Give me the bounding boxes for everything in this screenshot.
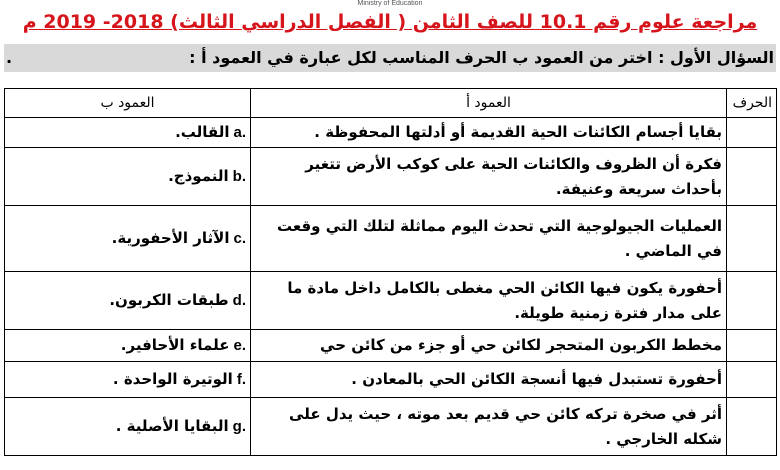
term-text: الوتيرة الواحدة . <box>112 370 233 388</box>
matching-table <box>4 88 777 456</box>
answer-cell[interactable] <box>727 148 777 206</box>
term-text: الآثار الأحفورية. <box>111 229 230 247</box>
header-letter: الحرف <box>727 89 777 118</box>
answer-cell[interactable] <box>727 330 777 362</box>
answer-cell[interactable] <box>727 206 777 272</box>
term-text: القالب. <box>175 123 230 141</box>
table-row <box>5 398 777 456</box>
answer-cell[interactable] <box>727 398 777 456</box>
question-bar <box>4 44 776 72</box>
table-row <box>5 362 777 398</box>
term-text: البقايا الأصلية . <box>115 417 229 435</box>
table-row <box>5 272 777 330</box>
page-title: مراجعة علوم رقم 10.1 للصف الثامن ( الفصل الدراسي الثالث) 2018- 2019 م <box>22 11 758 33</box>
statement-cell: فكرة أن الظروف والكائنات الحية على كوكب الأرض تتغير بأحداث سريعة وعنيفة. <box>251 148 727 206</box>
statement-cell: بقايا أجسام الكائنات الحية القديمة أو أدلتها المحفوظة . <box>251 118 727 148</box>
term-letter: f. <box>236 371 246 388</box>
statement-cell: أحفورة يكون فيها الكائن الحي مغطى بالكامل داخل مادة ما على مدار فترة زمنية طويلة. <box>251 272 727 330</box>
statement-cell: أحفورة تستبدل فيها أنسجة الكائن الحي بالمعادن . <box>251 362 727 398</box>
statement-cell: مخطط الكربون المتحجر لكائن حي أو جزء من كائن حي <box>251 330 727 362</box>
header-column-a: العمود أ <box>251 89 727 118</box>
answer-cell[interactable] <box>727 272 777 330</box>
answer-cell[interactable] <box>727 362 777 398</box>
question-end-mark: . <box>6 48 13 67</box>
term-letter: a. <box>233 124 246 141</box>
table-row <box>5 330 777 362</box>
term-cell <box>5 272 251 330</box>
table-row <box>5 118 777 148</box>
table-row <box>5 148 777 206</box>
term-text: النموذج. <box>168 167 229 185</box>
term-letter: g. <box>232 418 246 435</box>
term-text: علماء الأحافير. <box>120 336 230 354</box>
term-cell <box>5 206 251 272</box>
term-text: طبقات الكربون. <box>109 291 229 309</box>
table-row <box>5 206 777 272</box>
statement-cell: أثر في صخرة تركه كائن حي قديم بعد موته ، حيث يدل على شكله الخارجي . <box>251 398 727 456</box>
term-letter: e. <box>233 337 246 354</box>
table-header-row <box>5 89 777 118</box>
term-cell <box>5 148 251 206</box>
term-letter: c. <box>233 230 246 247</box>
term-letter: d. <box>232 292 246 309</box>
term-cell <box>5 330 251 362</box>
term-cell <box>5 398 251 456</box>
term-letter: b. <box>232 168 246 185</box>
statement-cell: العمليات الجيولوجية التي تحدث اليوم مماثلة لتلك التي وقعت في الماضي . <box>251 206 727 272</box>
answer-cell[interactable] <box>727 118 777 148</box>
question-text: السؤال الأول : اختر من العمود ب الحرف المناسب لكل عبارة في العمود أ : <box>189 48 774 67</box>
term-cell <box>5 118 251 148</box>
ministry-label: Ministry of Education <box>357 0 423 7</box>
header-column-b: العمود ب <box>5 89 251 118</box>
term-cell <box>5 362 251 398</box>
